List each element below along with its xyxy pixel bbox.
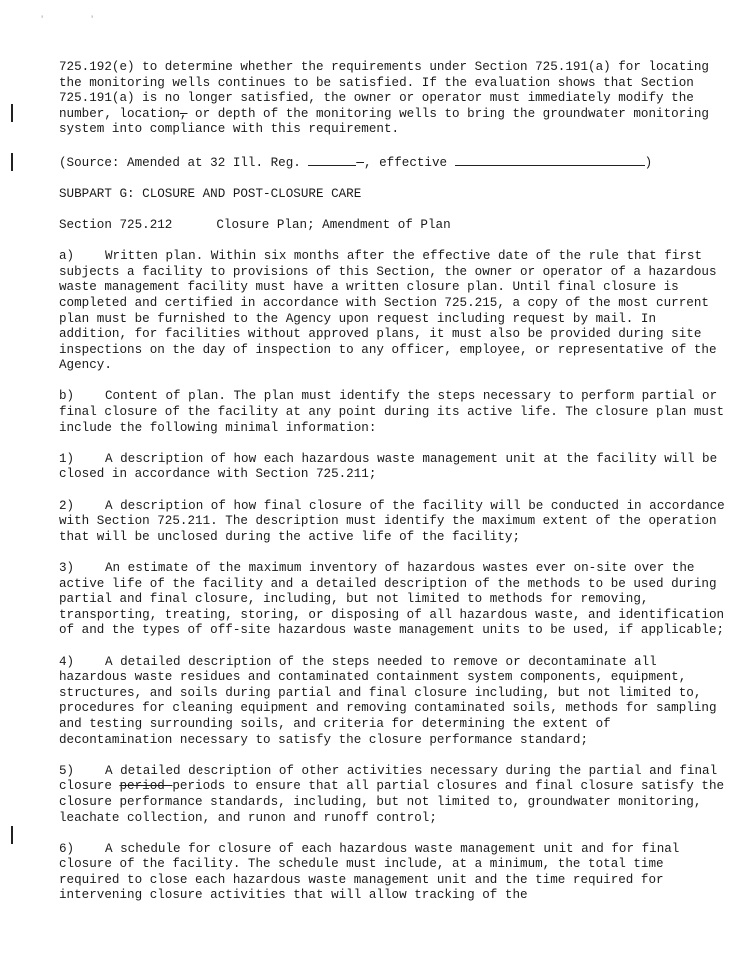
deleted-text: , xyxy=(179,106,188,121)
item-5: 5) A detailed description of other activities necessary during the partial and final closure period periods to ensure that all partial closures and final closure satisfy the closure performance standards, including, but not limited to, groundwater monitoring, leachate collection, and runon and runoff control; xyxy=(59,763,725,825)
document-page xyxy=(59,60,729,920)
scan-speck: ' xyxy=(40,16,45,24)
section-number: Section 725.212 xyxy=(59,217,173,232)
section-heading xyxy=(59,218,729,234)
item-b: b) Content of plan. The plan must identify the steps necessary to perform partial or final closure of the facility at any point during its active life. The closure plan must include the following minimal information: xyxy=(59,389,725,435)
source-note: (Source: Amended at 32 Ill. Reg. —, effective ) xyxy=(59,155,653,170)
change-bar xyxy=(11,104,13,122)
item-1: 1) A description of how each hazardous waste management unit at the facility will be closed in accordance with Section 725.211; xyxy=(59,451,718,482)
subpart-heading: SUBPART G: CLOSURE AND POST-CLOSURE CARE xyxy=(59,186,362,201)
blank-line xyxy=(308,154,356,166)
deleted-text: period xyxy=(119,779,173,794)
blank-line xyxy=(455,154,645,166)
change-bar xyxy=(11,153,13,171)
intro-paragraph: 725.192(e) to determine whether the requirements under Section 725.191(a) for locating the monitoring wells continues to be satisfied. If the evaluation shows that Section 725.191(a) is no longer satisfied, the owner or operator must immediately modify the number, location, or depth of the monitoring wells to bring the groundwater monitoring system into compliance with this requirement. xyxy=(59,60,709,137)
item-a: a) Written plan. Within six months after the effective date of the rule that first subjects a facility to provisions of this Section, the owner or operator of a hazardous waste management facility must have a written closure plan. Until final closure is completed and certified in accordance with Section 725.215, a copy of the most current plan must be furnished to the Agency upon request including request by mail. In addition, for facilities without approved plans, it must also be provided during site inspections on the day of inspection to any officer, employee, or representative of the Agency. xyxy=(59,249,717,373)
item-4: 4) A detailed description of the steps needed to remove or decontaminate all hazardous waste residues and contaminated containment system components, equipment, structures, and soils during partial and final closure including, but not limited to, procedures for cleaning equipment and removing contaminated soils, methods for sampling and testing surrounding soils, and criteria for determining the extent of decontamination necessary to satisfy the closure performance standard; xyxy=(59,654,717,747)
item-2: 2) A description of how final closure of the facility will be conducted in accordance with Section 725.211. The description must identify the maximum extent of the operation that will be unclosed during the active life of the facility; xyxy=(59,498,725,544)
item-6: 6) A schedule for closure of each hazardous waste management unit and for final closure of the facility. The schedule must include, at a minimum, the total time required to close each hazardous waste management unit and the time required for intervening closure activities that will allow tracking of the xyxy=(59,841,680,903)
section-title: Closure Plan; Amendment of Plan xyxy=(216,217,451,232)
item-3: 3) An estimate of the maximum inventory of hazardous wastes ever on-site over the active life of the facility and a detailed description of the methods to be used during partial and final closure, including, but not limited to methods for removing, transporting, treating, storing, or disposing of all hazardous waste, and identification of and the types of off-site hazardous waste management units to be used, if applicable; xyxy=(59,561,725,638)
deleted-text: — xyxy=(356,155,364,170)
scan-speck: ' xyxy=(90,16,95,24)
change-bar xyxy=(11,826,13,844)
